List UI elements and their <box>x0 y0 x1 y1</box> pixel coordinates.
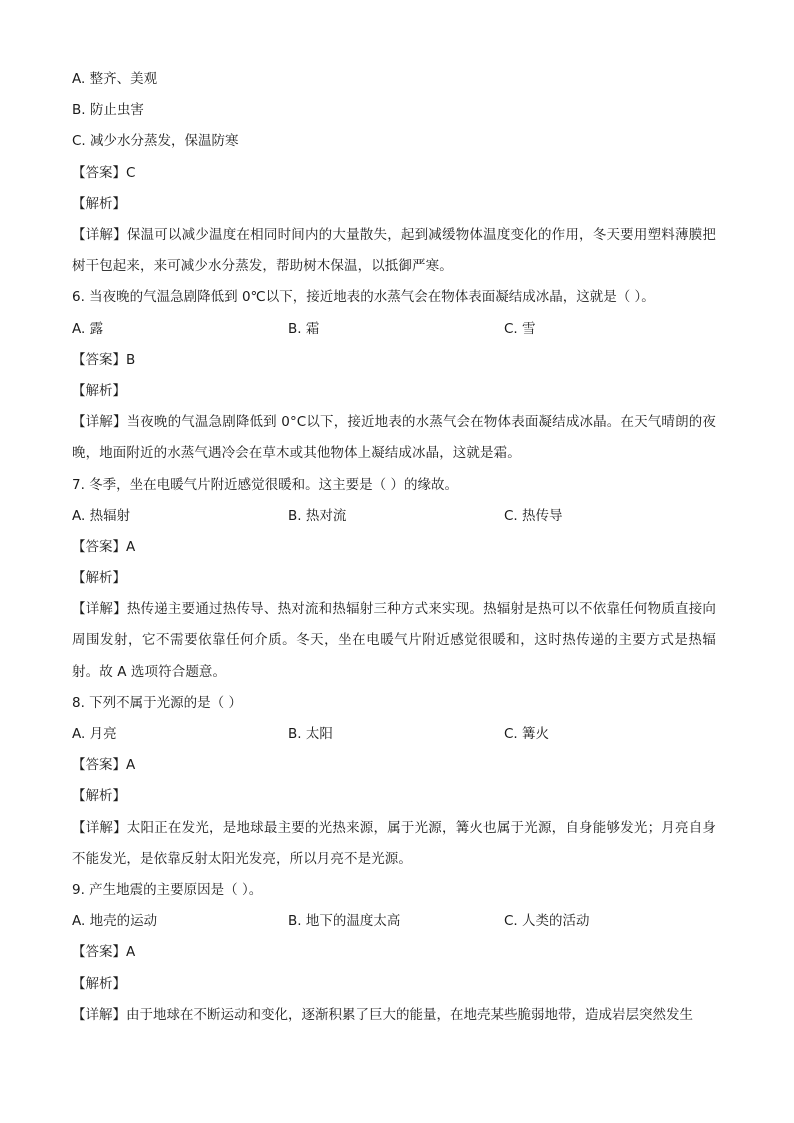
q7-answer: 【答案】A <box>72 538 136 555</box>
q5-analysis-label: 【解析】 <box>72 195 126 212</box>
q9-option-a: A. 地壳的运动 <box>72 913 158 930</box>
q7-options <box>72 501 716 532</box>
q9-answer: 【答案】A <box>72 944 136 961</box>
q7-analysis-label: 【解析】 <box>72 570 126 587</box>
q6-question: 6. 当夜晚的气温急剧降低到 0℃以下，接近地表的水蒸气会在物体表面凝结成冰晶，这就是（ ）。 <box>72 289 655 306</box>
q9-option-b: B. 地下的温度太高 <box>288 913 401 930</box>
q8-options <box>72 719 716 750</box>
q8-question: 8. 下列不属于光源的是（ ） <box>72 694 242 711</box>
q7-option-a: A. 热辐射 <box>72 507 131 524</box>
q8-answer: 【答案】A <box>72 757 136 774</box>
q5-option-a: A. 整齐、美观 <box>72 71 158 87</box>
q6-options <box>72 314 716 345</box>
q9-detail: 【详解】由于地球在不断运动和变化，逐渐积累了巨大的能量，在地壳某些脆弱地带，造成岩层突然发生 <box>72 1006 693 1023</box>
q6-option-b: B. 霜 <box>288 320 320 337</box>
q9-options <box>72 906 716 937</box>
q6-analysis-label: 【解析】 <box>72 382 126 399</box>
q6-detail: 【详解】当夜晚的气温急剧降低到 0°C以下，接近地表的水蒸气会在物体表面凝结成冰晶。在天气晴朗的夜晚，地面附近的水蒸气遇冷会在草木或其他物体上凝结成冰晶，这就是霜。 <box>72 414 716 462</box>
q8-option-b: B. 太阳 <box>288 726 333 743</box>
q5-option-b: B. 防止虫害 <box>72 102 144 119</box>
q8-detail: 【详解】太阳正在发光，是地球最主要的光热来源，属于光源，篝火也属于光源，自身能够发光；月亮自身不能发光，是依靠反射太阳光发亮，所以月亮不是光源。 <box>72 819 716 867</box>
q5-option-c: C. 减少水分蒸发，保温防寒 <box>72 133 239 150</box>
q6-option-a: A. 露 <box>72 320 104 337</box>
q7-question: 7. 冬季，坐在电暖气片附近感觉很暖和。这主要是（ ）的缘故。 <box>72 476 458 493</box>
q9-option-c: C. 人类的活动 <box>504 913 590 930</box>
q9-analysis-label: 【解析】 <box>72 975 126 992</box>
q7-detail: 【详解】热传递主要通过热传导、热对流和热辐射三种方式来实现。热辐射是热可以不依靠任何物质直接向周围发射，它不需要依靠任何介质。冬天，坐在电暖气片附近感觉很暖和，这时热传递的主要方式是热辐射。故 A 选项符合题意。 <box>72 601 716 680</box>
q7-option-c: C. 热传导 <box>504 507 563 524</box>
q6-option-c: C. 雪 <box>504 320 536 337</box>
q9-question: 9. 产生地震的主要原因是（ ）。 <box>72 882 263 899</box>
q8-option-a: A. 月亮 <box>72 726 117 743</box>
q8-option-c: C. 篝火 <box>504 726 550 743</box>
q6-answer: 【答案】B <box>72 351 136 368</box>
q5-detail: 【详解】保温可以减少温度在相同时间内的大量散失，起到减缓物体温度变化的作用，冬天要用塑料薄膜把树干包起来，来可减少水分蒸发，帮助树木保温，以抵御严寒。 <box>72 226 716 275</box>
q8-analysis-label: 【解析】 <box>72 788 126 805</box>
q7-option-b: B. 热对流 <box>288 507 347 524</box>
q5-answer: 【答案】C <box>72 164 136 181</box>
